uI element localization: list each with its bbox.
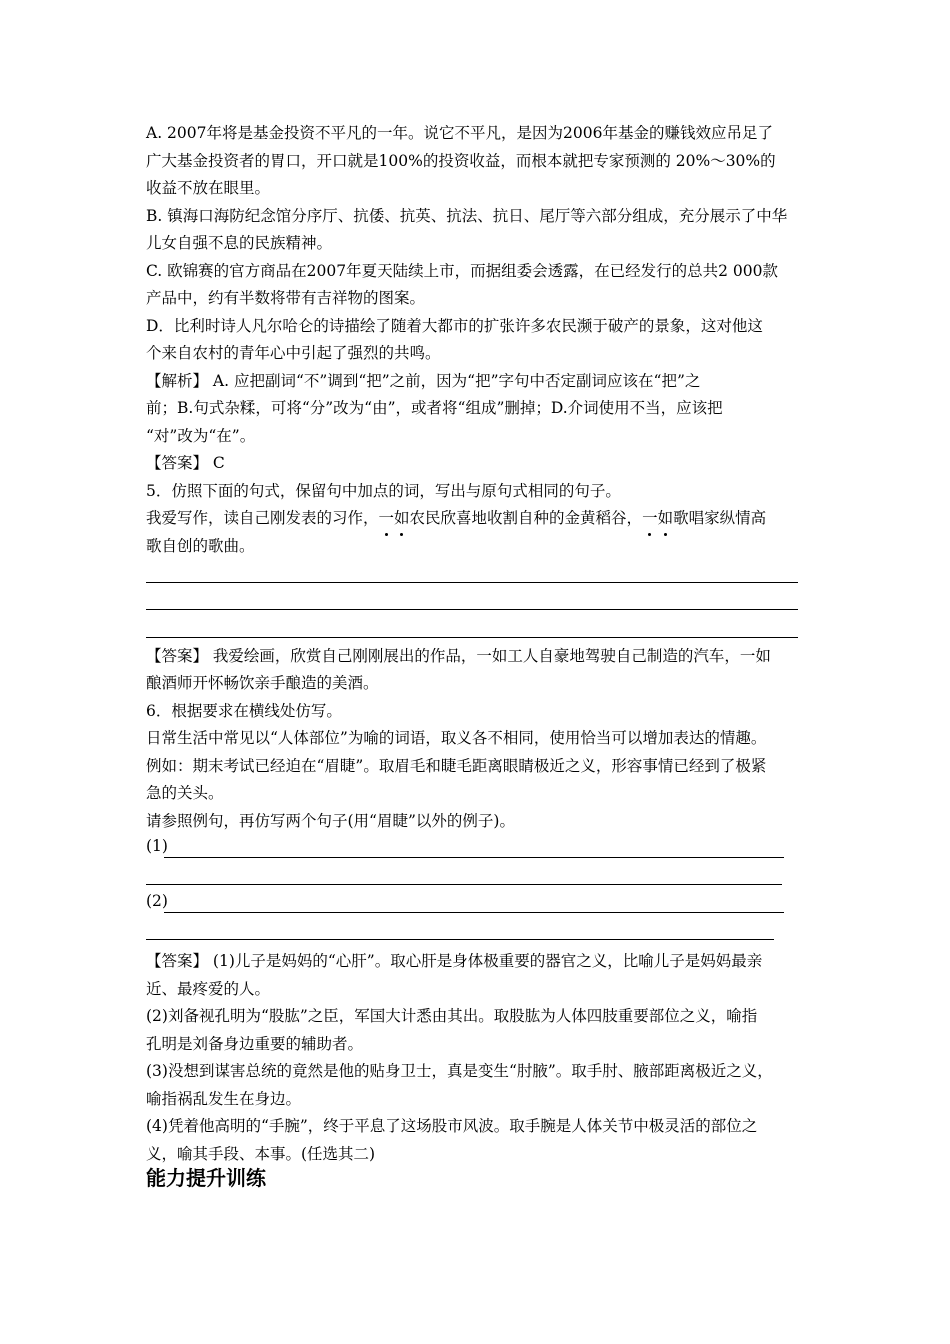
option-c-line-1: C. 欧锦赛的官方商品在2007年夏天陆续上市，而据组委会透露，在已经发行的总共2 000款 [146, 261, 778, 280]
q6-answer-line-1: 【答案】 (1)儿子是妈妈的“心肝”。取心肝是身体极重要的器官之义，比喻儿子是妈妈最亲 [146, 952, 763, 970]
analysis-line-1: 【解析】 A. 应把副词“不”调到“把”之前，因为“把”字句中否定副词应该在“把”之 [146, 371, 701, 390]
answer-3-line-1: (3)没想到谋害总统的竟然是他的贴身卫士，真是变生“肘腋”。取手肘、腋部距离极近之义， [146, 1062, 773, 1080]
analysis-line-3: “对”改为“在”。 [146, 426, 256, 445]
option-a-line-2: 广大基金投资者的胃口，开口就是100%的投资收益，而根本就把专家预测的 20%～30%的 [146, 151, 776, 170]
blank-1-label: (1) [146, 837, 168, 855]
question-4-options [146, 120, 810, 478]
option-b-line-1: B. 镇海口海防纪念馆分序厅、抗倭、抗英、抗法、抗日、尾厅等六部分组成，充分展示了中华 [146, 206, 788, 225]
option-d-line-1: D．比利时诗人凡尔哈仑的诗描绘了随着大都市的扩张许多农民濒于破产的景象，这对他这 [146, 316, 763, 335]
blank-rule [146, 884, 782, 885]
document-body [146, 120, 810, 1168]
answer-blank-line[interactable] [146, 560, 810, 588]
answer-4-line-2: 义，喻其手段、本事。(任选其二) [146, 1144, 376, 1163]
intro-line-1: 日常生活中常见以“人体部位”为喻的词语，取义各不相同，使用恰当可以增加表达的情趣。 [146, 729, 767, 747]
option-b-line-2: 儿女自强不息的民族精神。 [146, 234, 333, 252]
q5-answer-line-1: 【答案】 我爱绘画，欣赏自己刚刚展出的作品，一如工人自豪地驾驶自己制造的汽车，一如 [146, 646, 771, 665]
answer-line: 【答案】 C [146, 454, 225, 472]
example-sentence-line-2: 歌自创的歌曲。 [146, 536, 255, 555]
intro-line-3: 急的关头。 [146, 784, 224, 802]
example-part-a: 我爱写作，读自己刚发表的习作， [146, 509, 379, 527]
question-5-title: 5．仿照下面的句式，保留句中加点的词，写出与原句式相同的句子。 [146, 481, 621, 500]
option-a-line-1: A. 2007年将是基金投资不平凡的一年。说它不平凡，是因为2006年基金的赚钱效应吊足了 [146, 124, 773, 142]
q6-answer-line-2: 近、最疼爱的人。 [146, 979, 271, 998]
answer-blank-line[interactable] [146, 588, 810, 616]
answer-blank-line[interactable] [146, 615, 810, 643]
blank-rule [146, 637, 798, 638]
blank-rule [164, 857, 784, 858]
blank-1-continuation[interactable] [146, 863, 810, 891]
example-sentence-line-1 [146, 505, 810, 533]
dotted-char: 一 [642, 505, 658, 533]
intro-line-2: 例如：期末考试已经迫在“眉睫”。取眉毛和睫毛距离眼睛极近之义，形容事情已经到了极紧 [146, 756, 767, 775]
example-part-c: 歌唱家纵情高 [673, 509, 767, 527]
option-c-line-2: 产品中，约有半数将带有吉祥物的图案。 [146, 289, 426, 307]
analysis-line-2: 前；B.句式杂糅，可将“分”改为“由”，或者将“组成”删掉；D.介词使用不当，应该把 [146, 399, 723, 417]
prompt-line: 请参照例句，再仿写两个句子(用“眉睫”以外的例子)。 [146, 811, 515, 830]
dotted-char: 如 [394, 505, 410, 533]
example-part-b: 农民欣喜地收割自种的金黄稻谷， [409, 509, 643, 527]
blank-2-continuation[interactable] [146, 918, 810, 946]
blank-1-line[interactable] [146, 835, 810, 863]
question-6-title: 6．根据要求在横线处仿写。 [146, 701, 342, 720]
answer-3-line-2: 喻指祸乱发生在身边。 [146, 1089, 302, 1108]
dotted-char: 如 [658, 505, 674, 533]
question-5 [146, 478, 810, 698]
blank-rule [146, 582, 798, 583]
blank-rule [164, 912, 784, 913]
q5-answer-line-2: 酿酒师开怀畅饮亲手酿造的美酒。 [146, 674, 379, 692]
answer-2-line-2: 孔明是刘备身边重要的辅助者。 [146, 1034, 364, 1053]
blank-2-line[interactable] [146, 890, 810, 918]
blank-rule [146, 609, 798, 610]
section-heading: 能力提升训练 [146, 1166, 266, 1190]
answer-4-line-1: (4)凭着他高明的“手腕”，终于平息了这场股市风波。取手腕是人体关节中极灵活的部位之 [146, 1117, 758, 1135]
option-a-line-3: 收益不放在眼里。 [146, 179, 271, 197]
blank-rule [146, 939, 774, 940]
question-6 [146, 698, 810, 1169]
blank-2-label: (2) [146, 892, 168, 910]
dotted-char: 一 [379, 505, 395, 533]
option-d-line-2: 个来自农村的青年心中引起了强烈的共鸣。 [146, 344, 441, 362]
answer-2-line-1: (2)刘备视孔明为“股肱”之臣，军国大计悉由其出。取股肱为人体四肢重要部位之义，喻指 [146, 1007, 758, 1025]
